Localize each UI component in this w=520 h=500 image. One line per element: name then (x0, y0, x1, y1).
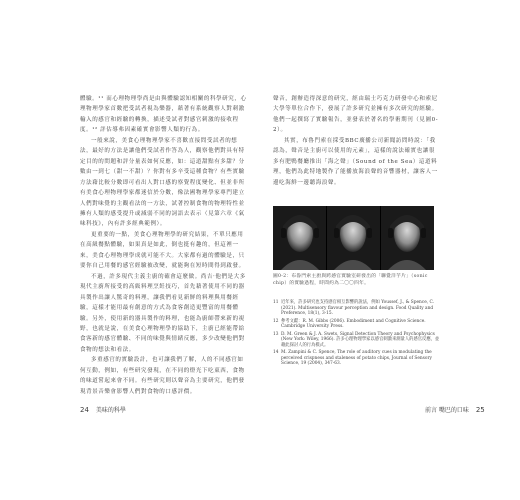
footnote-14 (273, 350, 441, 367)
footnote-number: 14 (273, 350, 279, 356)
right-footer (425, 405, 485, 414)
left-page-number: 24 (80, 406, 89, 414)
left-running-title: 美味的科學 (95, 407, 126, 414)
footnote-text: D. M. Green & J. A. Swets, Signal Detection Theory and Psychophysics (New York: Wiley, 1966). 許多心理物理學家以感官刺激來測量人的感官反應，並藉此探討人的行為模式。 (281, 331, 440, 348)
right-body-text (273, 94, 440, 188)
footnote-12 (273, 319, 441, 330)
footnotes (273, 300, 441, 369)
footnote-text: M. Zampini & C. Spence, The role of auditory cues in modulating the perceived crispness and staleness of potato chips, Journal of Sensory Science, 19 (2004), 347-63. (281, 350, 432, 367)
footnote-number: 11 (273, 300, 279, 305)
experiment-photo (273, 206, 434, 270)
left-paragraph-3: 更重要的一點，美食心理物理學的研究結果，不單只應用在高級餐點體驗，如果真是如此，倒也挺有趣的，但這裡一來，美食心理物理學成就可能不大。大家都有過的體驗是，只要你自己用餐的感官經驗被改變，就能夠在短時間得到啟發。 (80, 231, 245, 270)
footnote-text: 參考文獻：R. M. Gibbs (2006). Embodiment and Cognitive Science. Cambridge University Press. (281, 318, 426, 330)
left-footer (80, 405, 126, 414)
right-paragraph-2: 其實，布魯門索在採受BBC廣播公司新聞訪問時說：「我認為，聲音是主廚可以使用的元素」，這樣的說法確實也讓很多有肥鴨餐廳推出「海之聲」（Sound of the Sea）這道料理，他們為此特地製作了能播放海浪聲的音響器材，讓客人一邊吃海鮮一邊聽海浪聲。 (273, 137, 438, 186)
footnote-13 (273, 332, 441, 349)
right-page-number: 25 (475, 406, 485, 414)
right-running-title: 前言 嘴巴的口味 (425, 407, 469, 414)
figure-caption: 圖0-2：布魯門索主廚與跨感官實驗室研發出的「聯覺洋芋片」（sonic chip）的實驗過程，時間約為二〇〇四年。 (273, 274, 428, 286)
left-body-text (80, 94, 249, 397)
footnote-text: 近年來，許多研究也支持感官相互影響的說法，例如 Youssef, J., & Spence, C. (2021). Multisensory flavour perception and design. Food Quality and Preference, 18(1), 3-15. (281, 300, 434, 317)
footnote-number: 13 (273, 331, 279, 337)
footnote-11 (273, 300, 441, 317)
right-paragraph-1: 聲音，創辦造得深意的研究，經由瑞士巧克力研發中心和索尼大學等單位合作下，發展了許多研究並擁有多次研究的經驗。他們一起撰寫了實驗報告，並發表於著名的學術期刊（見圖0-2）。 (273, 96, 439, 134)
left-paragraph-4: 不過，許多現代主義主廚的確會這麼做。尚吉·他們是大多現代主廚所接受的高級料理烹飪技巧，首先藉著使用不同的器具製作出讓人驚奇的料理，讓我們看見新鮮的料理與用餐經驗，這樣才能用最有創意的方式為食客創造更豐富的用餐體驗。另外，使用新的器具製作的料理，也能為廚師帶來新的視野，也就是說，在美食心理物理學的協助下，主廚已經能帶給食客新的感官體驗、不同的味覺與情緒反應，多少改變他們對食物的想法和看法。 (80, 273, 246, 353)
left-paragraph-5: 多重感官的實驗設計，也可讓我們了解，人的不同感官如何互動，例如，有些研究發現，在不同的燈光下吃東西，食物的味道嘗起來會不同。有些研究則以聲音為主要研究，他們發現背景音樂會影響人們對食物的口感評價。 (80, 357, 245, 395)
footnote-number: 12 (273, 318, 279, 324)
left-paragraph-2: 一般來說，美食心理物理學家不喜歡直接問受試者的想法，最好的方法是讓他們受試者作答為人，觀察他們對具有特定目的的問題和評分量表如何反應，如：這道甜點有多甜？分數由一到七（甜一不甜）？你對有多辛受這種食物？有些實驗方法藉比較分數即可看出人對口感的察覺程度變化、但並非所有美食心理物理學家都迷信於分數，像法國物理學家專門建立人們對味覺的主觀看法的一方法，試著控制食物的物理特性並擁有人類的感受提升或減弱不同的詞語去表示（見第六章《氣味科技》，內有許多經典範例）。 (80, 137, 245, 228)
left-paragraph-1: 體驗。¹¹ 而心理物理學尚是由與體驗認知相關的科學研究，心理物理學家首數把受試者視為樂器，藉著有系統觀察人對刺激輸入的感官和經驗的轉換，描述受試者對感官刺激的接收程度。¹² 評估導弗因素確實會影響人類的行為。 (80, 96, 247, 134)
